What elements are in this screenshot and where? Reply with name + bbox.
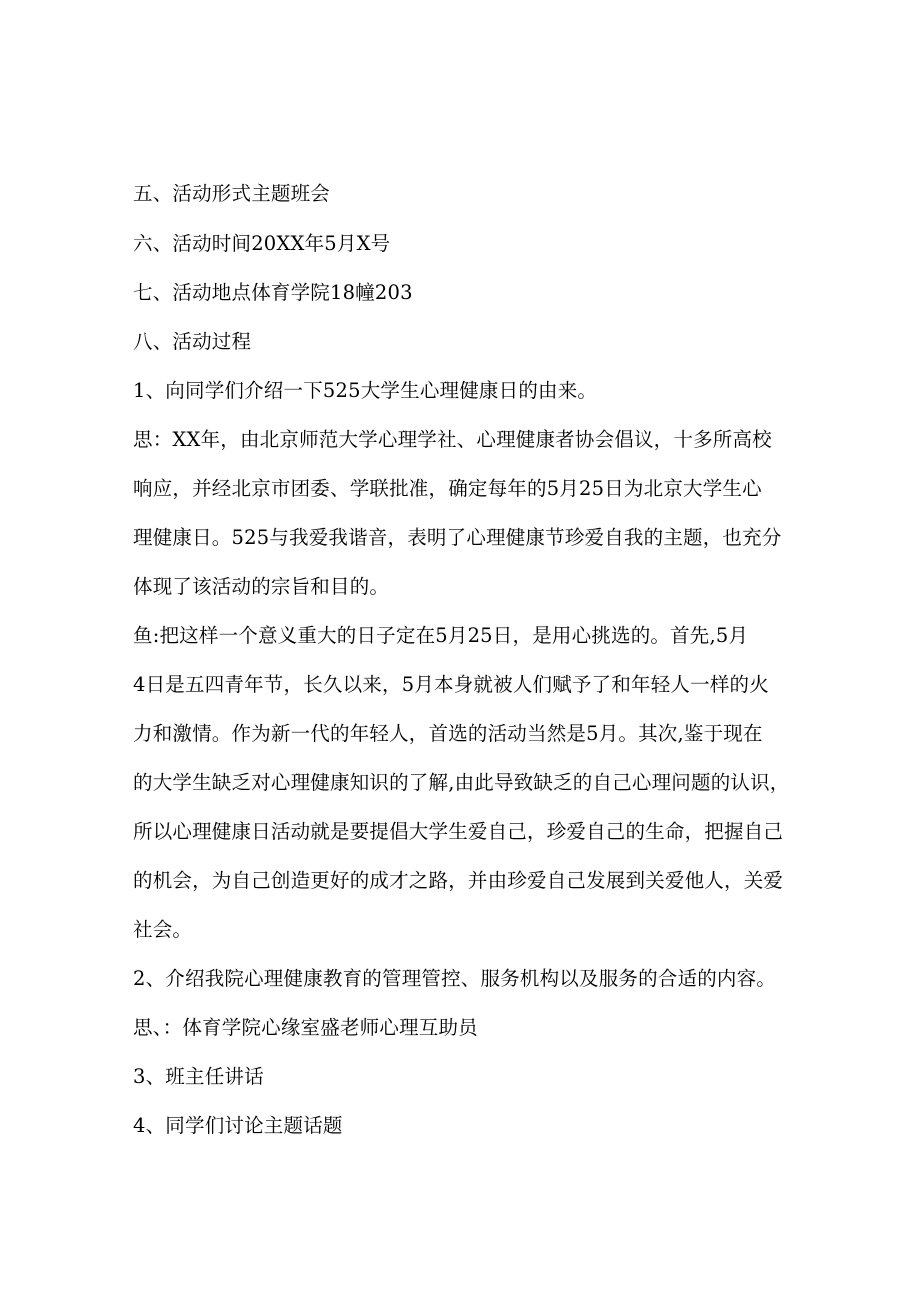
process-step-3: 3、班主任讲话 (133, 1065, 264, 1088)
paragraph-line: 的大学生缺乏对心理健康知识的了解,由此导致缺乏的自己心理问题的认识， (133, 771, 790, 794)
paragraph-line: 社会。 (133, 918, 193, 941)
paragraph-line: 4日是五四青年节，长久以来，5月本身就被人们赋予了和年轻人一样的火 (133, 673, 769, 696)
paragraph-line: 体现了该活动的宗旨和目的。 (133, 575, 390, 598)
paragraph-line: 思、：体育学院心缘室盛老师心理互助员 (133, 1016, 478, 1039)
paragraph-line: 响应，并经北京市团委、学联批准，确定每年的5月25日为北京大学生心 (133, 477, 762, 500)
section-activity-time: 六、活动时间20XX年5月X号 (133, 232, 391, 255)
paragraph-line: 理健康日。525与我爱我谐音，表明了心理健康节珍爱自我的主题，也充分 (133, 526, 782, 549)
paragraph-line: 思：XX年，由北京师范大学心理学社、心理健康者协会倡议，十多所高校 (133, 428, 772, 451)
process-step-4: 4、同学们讨论主题话题 (133, 1114, 343, 1137)
section-activity-location: 七、活动地点体育学院18幢203 (133, 281, 413, 304)
section-activity-process: 八、活动过程 (133, 330, 252, 353)
section-activity-form: 五、活动形式主题班会 (133, 182, 331, 205)
paragraph-line: 所以心理健康日活动就是要提倡大学生爱自己，珍爱自己的生命，把握自己 (133, 820, 784, 843)
paragraph-line: 鱼:把这样一个意义重大的日子定在5月25日，是用心挑选的。首先,5月 (133, 624, 749, 647)
paragraph-line: 的机会，为自己创造更好的成才之路，并由珍爱自己发展到关爱他人，关爱 (133, 869, 784, 892)
process-step-1: 1、向同学们介绍一下525大学生心理健康日的由来。 (133, 379, 598, 402)
process-step-2: 2、介绍我院心理健康教育的管理管控、服务机构以及服务的合适的内容。 (133, 967, 777, 990)
paragraph-line: 力和激情。作为新一代的年轻人，首选的活动当然是5月。其次,鉴于现在 (133, 722, 763, 745)
